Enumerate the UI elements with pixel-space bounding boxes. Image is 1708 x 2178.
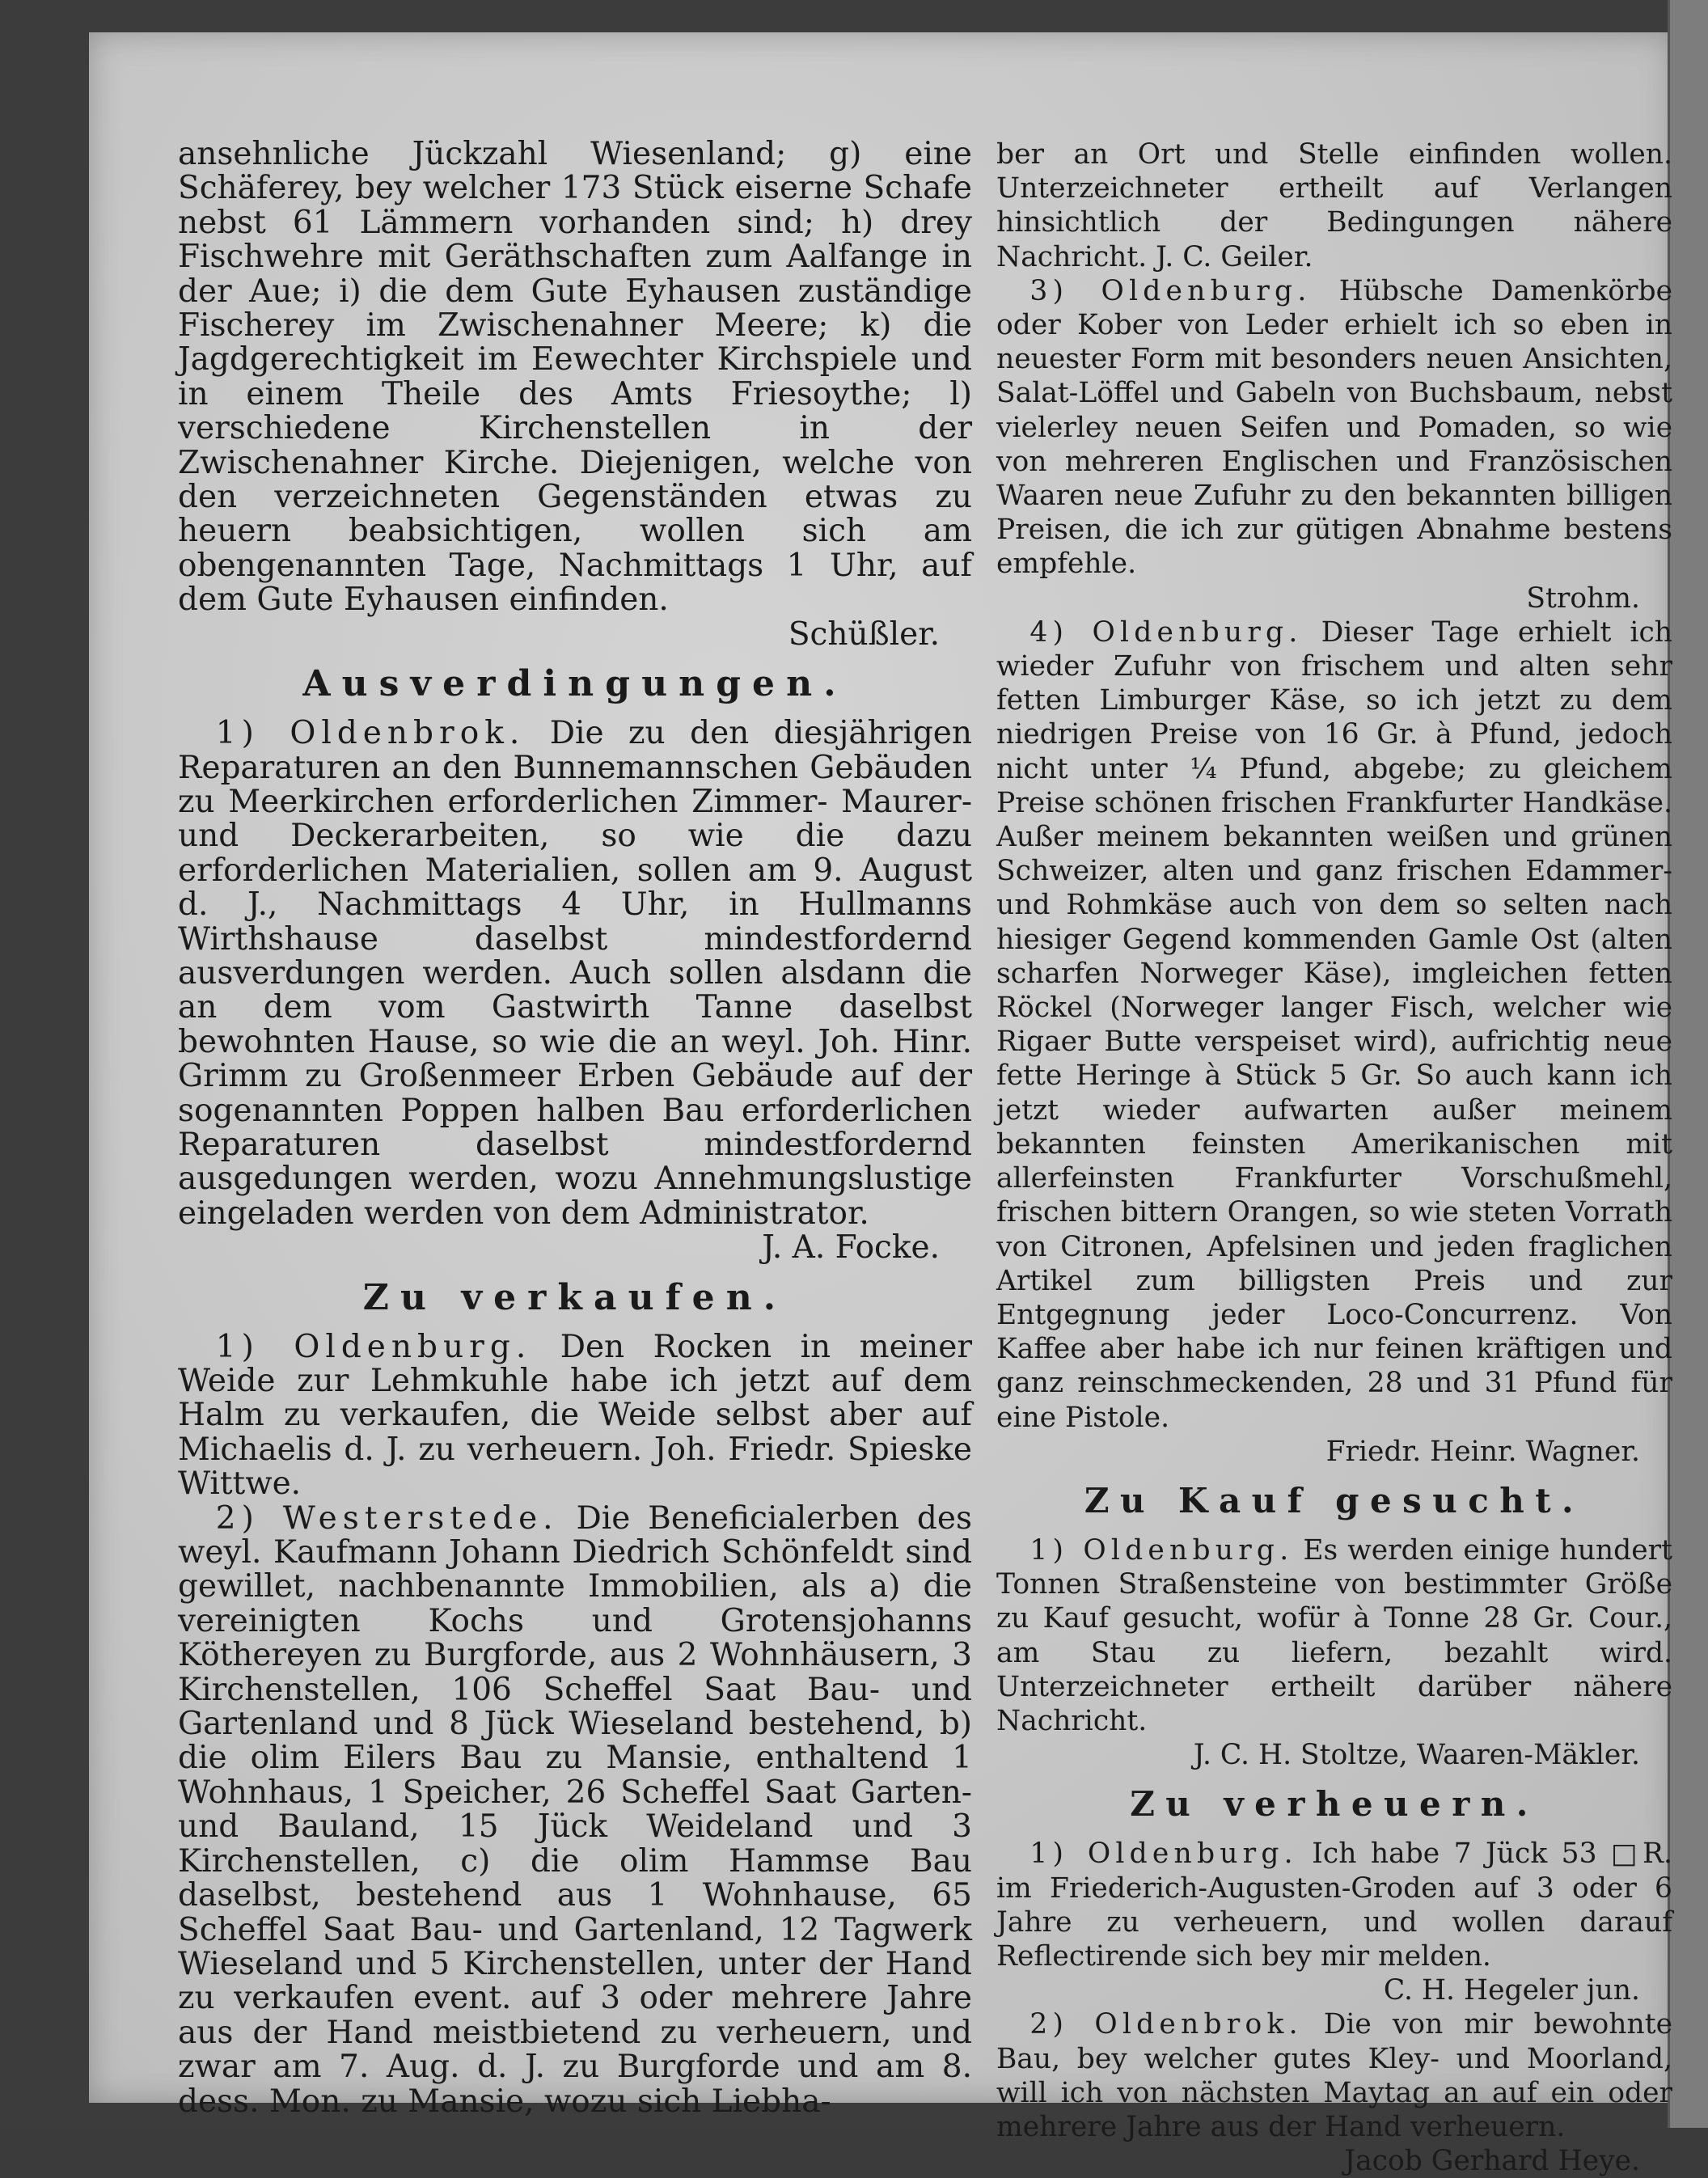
notice-place: 2) Westerstede. [215,1499,559,1537]
continuation-paragraph [996,137,1672,274]
notice-oldenburg-kaese [996,615,1672,1435]
notice-oldenburg-strassensteine [996,1533,1672,1738]
notice-place: 1) Oldenbrok. [215,715,526,752]
notice-text: Den Rocken in meiner Weide zur Lehmkuhle habe ich jetzt auf dem Halm zu verkaufen, die Weide selbst aber auf Michaelis d. J. zu verheuern. [178,1328,972,1468]
notice-text: Die Beneficialerben des weyl. Kaufmann Johann Diedrich Schönfeldt sind gewillet, nachbenannte Immobilien, als a) die vereinigten Kochs und Grotensjohanns Köthereyen zu Burgforde, aus 2 Wohnhäusern, 3 Kirchenstellen, 106 Scheffel Saat Bau- und Gartenland und 8 Jück Wieseland bestehend, b) die olim Eilers Bau zu Mansie, enthaltend 1 Wohnhaus, 1 Speicher, 26 Scheffel Saat Garten- und Bauland, 15 Jück Weideland und 3 Kirchenstellen, c) die olim Hammse Bau daselbst, bestehend aus 1 Wohnhause, 65 Scheffel Saat Bau- und Gartenland, 12 Tagwerk Wieseland und 5 Kirchenstellen, unter der Hand zu verkaufen event. auf 3 oder mehrere Jahre aus der Hand meistbietend zu verheuern, und zwar am 7. Aug. d. J. zu Burgforde und am 8. dess. Mon. zu Mansie, wozu sich Liebha- [178,1499,972,2120]
notice-text: Ich habe 7 Jück 53 □R. im Friederich-Augusten-Groden auf 3 oder 6 Jahre zu verheuern, und wollen darauf Reflectirende sich bey mir melden. [996,1838,1672,1973]
notice-oldenburg-damenkoerbe [996,274,1672,582]
notice-text: Dieser Tage erhielt ich wieder Zufuhr von frischem und alten sehr fetten Limburger Käse, so ich jetzt zu dem niedrigen Preise von 16 Gr. à Pfund, jedoch nicht unter ¼ Pfund, abgebe; zu gleichem Preise schönen frischen Frankfurter Handkäse. Außer meinem bekannten weißen und grünen Schweizer, alten und ganz frischen Edammer- und Rohmkäse auch von dem so selten nach hiesiger Gegend kommenden Gamle Ost (alten scharfen Norweger Käse), imgleichen fetten Röckel (Norweger langer Fisch, welcher wie Rigaer Butte verspeiset wird), aufrichtig neue fette Heringe à Stück 5 Gr. So auch kann ich jetzt wieder aufwarten außer meinem bekannten feinsten Amerikanischen mit allerfeinsten Frankfurter Vorschußmehl, frischen bittern Orangen, so wie steten Vorrath von Citronen, Apfelsinen und jeden fraglichen Artikel zum billigsten Preis und zur Entgegnung jeder Loco-Concurrenz. Von Kaffee aber habe ich nur feinen kräftigen und ganz reinschmeckenden, 28 und 31 Pfund für eine Pistole. [996,615,1672,1434]
section-heading-zu-verkaufen: Zu verkaufen. [362,1276,788,1318]
notice-oldenburg-groden [996,1837,1672,1973]
intro-signature: Schüßler. [788,615,940,653]
notice-text: Hübsche Damenkörbe oder Kober von Leder erhielt ich so eben in neuester Form mit besonders neuen Ansichten, Salat-Löffel und Gabeln von Buchsbaum, nebst vielerley neuen Seifen und Pomaden, so wie von mehreren Englischen und Französischen Waaren neue Zufuhr zu den bekannten billigen Preisen, die ich zur gütigen Abnahme bestens empfehle. [996,274,1672,581]
notice-text: Die von mir bewohnte Bau, bey welcher gutes Kley- und Moorland, will ich von nächsten Maytag an auf ein oder mehrere Jahre aus der Hand verheuern. [996,2008,1672,2143]
notice-oldenbrok-bau [996,2007,1672,2144]
section-heading-zu-kauf-gesucht: Zu Kauf gesucht. [1084,1480,1585,1520]
notice-signature: Jacob Gerhard Heye. [1344,2145,1640,2178]
notice-westerstede [178,1499,972,2120]
notice-signature: C. H. Hegeler jun. [1383,1974,1640,2007]
intro-paragraph: ansehnliche Jückzahl Wiesenland; g) eine Schäferey, bey welcher 173 Stück eiserne Schafe nebst 61 Lämmern vorhanden sind; h) drey Fischwehre mit Geräthschaften zum Aalfange in der Aue; i) die dem Gute Eyhausen zuständige Fischerey im Zwischenahner Meere; k) die Jagdgerechtigkeit im Eewechter Kirchspiele und in einem Theile des Amts Friesoythe; l) verschiedene Kirchenstellen in der Zwischenahner Kirche. Diejenigen, welche von den verzeichneten Gegenständen etwas zu heuern beabsichtigen, wollen sich am obengenannten Tage, Nachmittags 1 Uhr, auf dem Gute Eyhausen einfinden. [178,136,972,619]
notice-place: 1) Oldenburg. [215,1328,532,1365]
notice-place: 1) Oldenburg. [1029,1533,1294,1567]
notice-place: 2) Oldenbrok. [1029,2008,1303,2041]
adjacent-page-edge [1668,0,1708,2128]
notice-text: ber an Ort und Stelle einfinden wollen. Unterzeichneter ertheilt auf Verlangen hinsichtlich der Bedingungen nähere Nachricht. [996,138,1672,273]
notice-oldenbrok [178,717,972,1231]
notice-place: 4) Oldenburg. [1029,615,1303,649]
notice-oldenburg-rocken [178,1330,972,1502]
notice-text: Die zu den diesjährigen Reparaturen an den Bunnemannschen Gebäuden zu Meerkirchen erforderlichen Zimmer- Maurer- und Deckerarbeiten, so wie die dazu erforderlichen Materialien, sollen am 9. August d. J., Nachmittags 4 Uhr, in Hullmanns Wirthshause daselbst mindestfordernd ausverdungen werden. Auch sollen alsdann die an dem vom Gastwirth Tanne daselbst bewohnten Hause, so wie die an weyl. Joh. Hinr. Grimm zu Großenmeer Erben Gebäude auf der sogenannten Poppen halben Bau erforderlichen Reparaturen daselbst mindestfordernd ausgedungen werden, wozu Annehmungslustige eingeladen werden von dem Administrator. [178,715,972,1232]
section-heading-zu-verheuern: Zu verheuern. [1130,1784,1539,1825]
notice-signature: J. C. Geiler. [1156,240,1313,273]
notice-signature: Strohm. [1526,582,1640,615]
notice-signature: J. A. Focke. [762,1229,940,1267]
section-heading-ausverdingungen: Ausverdingungen. [302,663,848,705]
left-column [178,137,972,2119]
notice-place: 1) Oldenburg. [1029,1838,1298,1871]
right-column [996,137,1672,2178]
notice-signature: Friedr. Heinr. Wagner. [1325,1435,1640,1468]
notice-text: Es werden einige hundert Tonnen Straßensteine von bestimmter Größe zu Kauf gesucht, wofür à Tonne 28 Gr. Cour., am Stau zu liefern, bezahlt wird. Unterzeichneter ertheilt darüber nähere Nachricht. [996,1533,1673,1737]
notice-place: 3) Oldenburg. [1029,274,1312,307]
notice-signature: Joh. Friedr. Spieske Wittwe. [178,1431,972,1503]
notice-signature: J. C. H. Stoltze, Waaren-Mäkler. [1193,1739,1640,1772]
